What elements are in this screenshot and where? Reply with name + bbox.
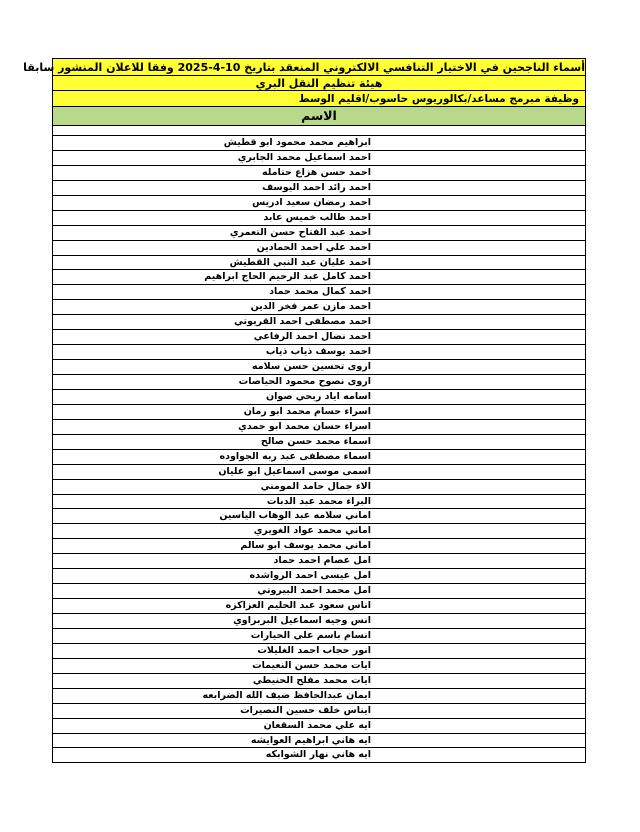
table-row: ايه هاني نهار الشوابكه bbox=[53, 748, 585, 763]
table-row: اناس سعود عبد الحليم العزاكزه bbox=[53, 599, 585, 614]
table-row: اسماء مصطفى عبد ربه الجواوده bbox=[53, 450, 585, 465]
table-row: ايات محمد حسن النعيمات bbox=[53, 659, 585, 674]
table-row: اروى تحسين حسن سلامه bbox=[53, 360, 585, 375]
table-row: اروى نصوح محمود الحياصات bbox=[53, 375, 585, 390]
table-row: ايه علي محمد السقعان bbox=[53, 719, 585, 734]
table-row: اسراء حسام محمد ابو رمان bbox=[53, 405, 585, 420]
table-row: ايات محمد مفلح الحنيطي bbox=[53, 674, 585, 689]
table-row: البراء محمد عبد الدبات bbox=[53, 495, 585, 510]
table-row: احمد طالب خميس عابد bbox=[53, 211, 585, 226]
table-row: احمد مصطفى احمد القريوتي bbox=[53, 315, 585, 330]
organization-name: هيئة تنظيم النقل البري bbox=[53, 75, 585, 90]
table-row: اسامه اياد ربحي صوان bbox=[53, 390, 585, 405]
blank-row bbox=[53, 126, 585, 136]
table-row: احمد رمضان سعيد ادريس bbox=[53, 196, 585, 211]
table-row: احمد اسماعيل محمد الجابري bbox=[53, 151, 585, 166]
table-row: احمد عليان عبد النبي القطيش bbox=[53, 256, 585, 271]
table-row: امل عصام احمد حماد bbox=[53, 554, 585, 569]
table-row: احمد كمال محمد حماد bbox=[53, 285, 585, 300]
table-row: احمد حسن هزاع حتامله bbox=[53, 166, 585, 181]
column-header-name: الاسم bbox=[53, 106, 585, 126]
table-row: ابراهيم محمد محمود ابو قطيش bbox=[53, 136, 585, 151]
table-row: الاء جمال حامد المومني bbox=[53, 480, 585, 495]
table-row: ايه هاني ابراهيم العوايشه bbox=[53, 734, 585, 749]
table-row: احمد يوسف ذياب ذياب bbox=[53, 345, 585, 360]
table-row: اسراء حسان محمد ابو حمدي bbox=[53, 420, 585, 435]
table-row: انس وجيه اسماعيل البربراوي bbox=[53, 614, 585, 629]
table-row: احمد كامل عبد الرحيم الحاج ابراهيم bbox=[53, 270, 585, 285]
table-row: اماني محمد عواد الغويري bbox=[53, 524, 585, 539]
table-row: احمد عبد الفتاح حسن التعمري bbox=[53, 226, 585, 241]
table-row: امل عيسى احمد الرواشده bbox=[53, 569, 585, 584]
names-table bbox=[23, 58, 586, 763]
table-row: احمد علي احمد الحمادين bbox=[53, 241, 585, 256]
table-row: ايناس خلف حسين النصيرات bbox=[53, 704, 585, 719]
table-row: اماني محمد يوسف ابو سالم bbox=[53, 539, 585, 554]
names-list bbox=[53, 136, 585, 763]
job-title: وظيفة مبرمج مساعد/بكالوريوس حاسوب/اقليم الوسط bbox=[53, 90, 585, 106]
table-row: امل محمد احمد البيروتي bbox=[53, 584, 585, 599]
document-title: أسماء الناجحين في الاختيار التنافسي الالكتروني المنعقد بتاريخ 10-4-2025 وفقا للاعلان المنشور سابقا bbox=[53, 58, 585, 75]
table-row: انور حجاب احمد الغليلات bbox=[53, 644, 585, 659]
table-row: اسماء محمد حسن صالح bbox=[53, 435, 585, 450]
table-row: اسمى موسى اسماعيل ابو عليان bbox=[53, 465, 585, 480]
table-row: انسام باسم علي الحيارات bbox=[53, 629, 585, 644]
table-row: احمد مازن عمر فخر الدين bbox=[53, 300, 585, 315]
table-row: احمد رائد احمد اليوسف bbox=[53, 181, 585, 196]
table-row: ايمان عبدالحافظ ضيف الله الضرابعه bbox=[53, 689, 585, 704]
table-row: احمد نضال احمد الرفاعي bbox=[53, 330, 585, 345]
table-row: اماني سلامه عبد الوهاب الياسين bbox=[53, 509, 585, 524]
